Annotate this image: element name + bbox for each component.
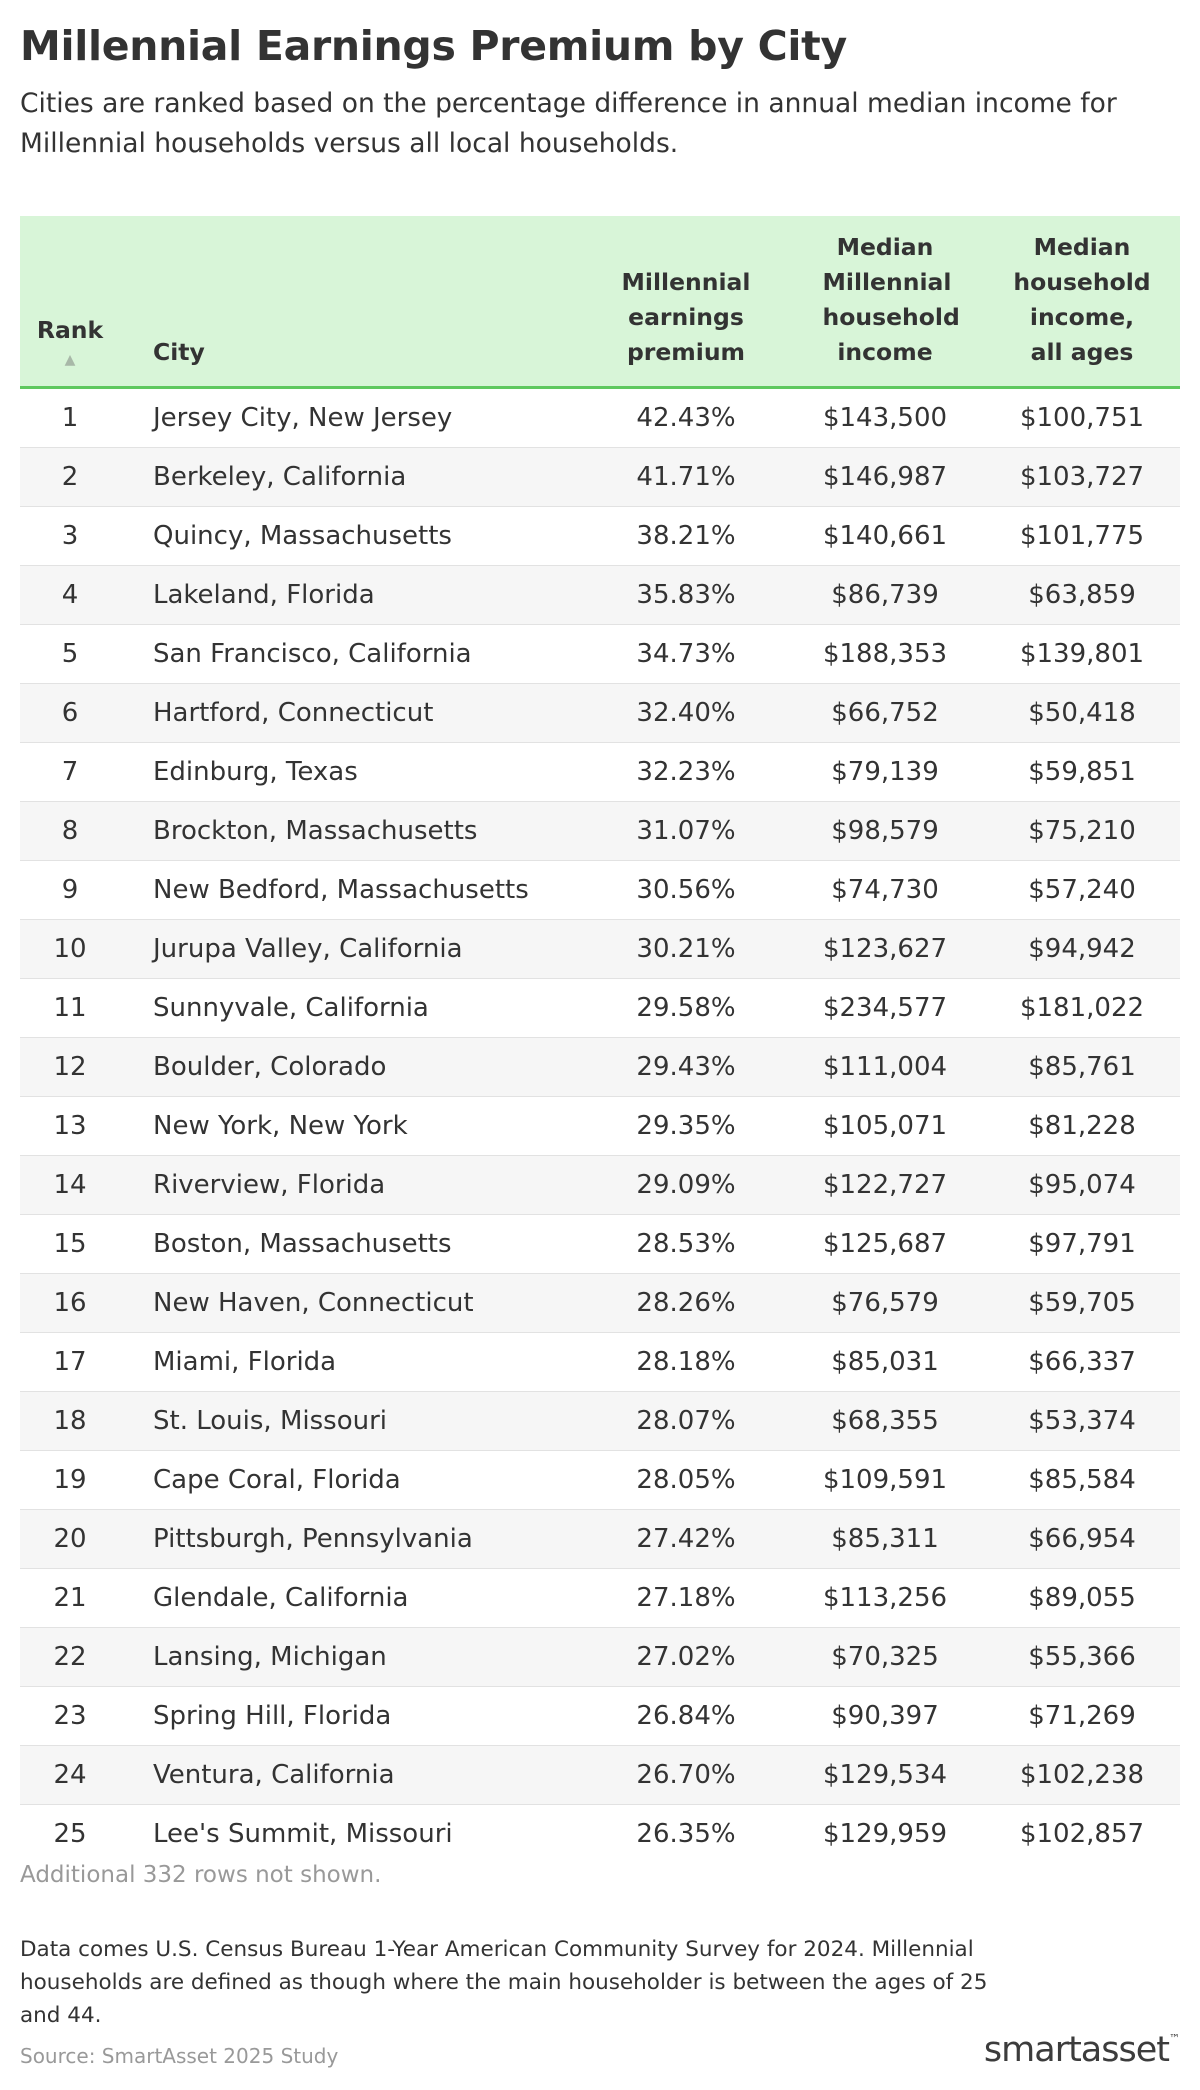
city-cell: Lee's Summit, Missouri [153,1819,453,1849]
table-row [20,861,1180,920]
city-cell: Lansing, Michigan [120,1628,586,1687]
logo-wordmark: smartasset [983,2030,1169,2070]
rank-cell: 18 [20,1392,120,1451]
millennial-income-cell: $86,739 [786,566,984,625]
table-row [20,1805,1180,1864]
millennial-income-cell: $76,579 [786,1274,984,1333]
table-row [20,1274,1180,1333]
rank-cell: 7 [20,743,120,802]
table-row [20,1687,1180,1746]
rank-cell: 9 [20,861,120,920]
all-ages-income-cell: $102,857 [1019,1819,1145,1849]
city-cell: Lakeland, Florida [120,566,586,625]
millennial-income-cell: $105,071 [786,1097,984,1156]
city-cell: Ventura, California [120,1746,586,1805]
all-ages-income-cell: $97,791 [984,1215,1180,1274]
millennial-income-cell: $68,355 [786,1392,984,1451]
column-header-label: Millennial earnings premium [621,268,751,366]
millennial-income-cell: $74,730 [786,861,984,920]
earnings-premium-cell: 26.84% [586,1687,786,1746]
millennial-income-cell: $140,661 [786,507,984,566]
millennial-income-cell: $123,627 [786,920,984,979]
rank-cell: 12 [20,1038,120,1097]
rank-cell: 16 [20,1274,120,1333]
millennial-income-cell: $109,591 [786,1451,984,1510]
all-ages-income-cell: $100,751 [984,388,1180,448]
earnings-premium-cell: 42.43% [586,388,786,448]
city-cell: Riverview, Florida [120,1156,586,1215]
rank-cell: 10 [20,920,120,979]
rank-cell: 21 [20,1569,120,1628]
earnings-premium-cell: 32.40% [586,684,786,743]
millennial-income-cell: $85,031 [786,1333,984,1392]
table-row [20,1569,1180,1628]
column-header-label: Median household income, all ages [1013,233,1151,366]
city-cell: Jersey City, New Jersey [120,388,586,448]
all-ages-income-cell: $81,228 [984,1097,1180,1156]
earnings-premium-cell: 38.21% [586,507,786,566]
all-ages-income-cell: $139,801 [984,625,1180,684]
millennial-income-cell: $129,534 [786,1746,984,1805]
table-row [20,448,1180,507]
all-ages-income-cell: $57,240 [984,861,1180,920]
all-ages-income-cell: $59,851 [984,743,1180,802]
chart-title: Millennial Earnings Premium by City [20,22,847,70]
earnings-premium-cell: 26.70% [586,1746,786,1805]
table-row [20,1746,1180,1805]
city-cell: Boston, Massachusetts [120,1215,586,1274]
table-row [20,684,1180,743]
all-ages-income-cell: $63,859 [984,566,1180,625]
table-row [20,1038,1180,1097]
table-row [20,566,1180,625]
all-ages-income-cell: $85,584 [984,1451,1180,1510]
rank-cell: 5 [20,625,120,684]
column-header-label: City [153,338,205,366]
column-header-median-income-all-ages[interactable] [984,216,1180,388]
table-row [20,1628,1180,1687]
millennial-income-cell: $234,577 [786,979,984,1038]
rank-cell: 4 [20,566,120,625]
table-row [20,743,1180,802]
all-ages-income-cell: $66,337 [984,1333,1180,1392]
column-header-rank[interactable] [20,216,120,388]
earnings-premium-cell: 28.18% [586,1333,786,1392]
city-cell: Cape Coral, Florida [120,1451,586,1510]
table-row [20,1510,1180,1569]
source-credit: Source: SmartAsset 2025 Study [20,2044,339,2068]
city-cell: Miami, Florida [120,1333,586,1392]
all-ages-income-cell: $71,269 [984,1687,1180,1746]
city-cell: New York, New York [120,1097,586,1156]
table-row [20,1097,1180,1156]
chart-subtitle: Cities are ranked based on the percentage difference in annual median income for Millennial households versus all local households. [20,88,1117,159]
all-ages-income-cell: $89,055 [984,1569,1180,1628]
all-ages-income-cell: $66,954 [984,1510,1180,1569]
earnings-premium-cell: 27.18% [586,1569,786,1628]
all-ages-income-cell: $75,210 [984,802,1180,861]
millennial-income-cell: $125,687 [786,1215,984,1274]
millennial-income-cell: $129,959 [822,1819,948,1849]
rank-cell: 6 [20,684,120,743]
table-row [20,625,1180,684]
city-cell: Brockton, Massachusetts [120,802,586,861]
rank-cell: 17 [20,1333,120,1392]
millennial-income-cell: $111,004 [786,1038,984,1097]
rank-cell: 20 [20,1510,120,1569]
all-ages-income-cell: $85,761 [984,1038,1180,1097]
earnings-premium-cell: 29.09% [586,1156,786,1215]
table-row [20,1333,1180,1392]
earnings-premium-cell: 26.35% [636,1819,736,1849]
earnings-premium-cell: 32.23% [586,743,786,802]
hidden-rows-note: Additional 332 rows not shown. [20,1862,382,1888]
millennial-income-cell: $146,987 [786,448,984,507]
all-ages-income-cell: $53,374 [984,1392,1180,1451]
city-cell: Pittsburgh, Pennsylvania [120,1510,586,1569]
millennial-income-cell: $122,727 [786,1156,984,1215]
earnings-premium-cell: 34.73% [586,625,786,684]
rank-cell: 23 [20,1687,120,1746]
earnings-premium-cell: 28.07% [586,1392,786,1451]
city-cell: Sunnyvale, California [120,979,586,1038]
millennial-income-cell: $188,353 [786,625,984,684]
millennial-income-cell: $79,139 [786,743,984,802]
data-note: Data comes U.S. Census Bureau 1-Year American Community Survey for 2024. Millennial households are defined as though where the main householder is between the ages of 25 and 44. [20,1937,988,2028]
earnings-premium-cell: 41.71% [586,448,786,507]
rank-cell: 22 [20,1628,120,1687]
earnings-premium-cell: 30.21% [586,920,786,979]
table-row [20,1392,1180,1451]
sort-ascending-icon[interactable]: ▲ [64,352,76,368]
earnings-premium-cell: 30.56% [586,861,786,920]
rank-cell: 19 [20,1451,120,1510]
earnings-premium-cell: 35.83% [586,566,786,625]
table-row [20,507,1180,566]
table-row [20,1215,1180,1274]
city-cell: Boulder, Colorado [120,1038,586,1097]
rank-cell: 1 [20,388,120,448]
rank-cell: 11 [20,979,120,1038]
all-ages-income-cell: $55,366 [984,1628,1180,1687]
city-cell: Edinburg, Texas [120,743,586,802]
column-header-label: Median Millennial household income [822,233,960,366]
all-ages-income-cell: $59,705 [984,1274,1180,1333]
all-ages-income-cell: $102,238 [984,1746,1180,1805]
rank-cell: 2 [20,448,120,507]
millennial-income-cell: $90,397 [786,1687,984,1746]
trademark-icon: ™ [1169,2032,1180,2045]
rank-cell: 24 [20,1746,120,1805]
table-row [20,1451,1180,1510]
rank-cell: 3 [20,507,120,566]
earnings-premium-cell: 28.26% [586,1274,786,1333]
rank-cell: 15 [20,1215,120,1274]
city-cell: Spring Hill, Florida [120,1687,586,1746]
millennial-income-cell: $85,311 [786,1510,984,1569]
table-row [20,802,1180,861]
rank-cell: 14 [20,1156,120,1215]
all-ages-income-cell: $181,022 [984,979,1180,1038]
city-cell: Berkeley, California [120,448,586,507]
table-header-row [20,216,1180,388]
earnings-premium-cell: 29.58% [586,979,786,1038]
earnings-premium-cell: 28.53% [586,1215,786,1274]
column-header-label: Rank [36,316,104,344]
rank-cell: 8 [20,802,120,861]
earnings-premium-cell: 29.35% [586,1097,786,1156]
table-row [20,979,1180,1038]
earnings-premium-cell: 27.02% [586,1628,786,1687]
earnings-premium-cell: 29.43% [586,1038,786,1097]
all-ages-income-cell: $94,942 [984,920,1180,979]
all-ages-income-cell: $103,727 [984,448,1180,507]
city-cell: San Francisco, California [120,625,586,684]
column-header-millennial-earnings-premium[interactable] [586,216,786,388]
earnings-premium-cell: 28.05% [586,1451,786,1510]
all-ages-income-cell: $50,418 [984,684,1180,743]
column-header-median-millennial-income[interactable] [786,216,984,388]
city-cell: New Haven, Connecticut [120,1274,586,1333]
city-cell: Hartford, Connecticut [120,684,586,743]
all-ages-income-cell: $95,074 [984,1156,1180,1215]
column-header-city[interactable] [120,216,586,388]
city-cell: Glendale, California [120,1569,586,1628]
table-row [20,920,1180,979]
ranking-table [20,216,1180,1863]
millennial-income-cell: $70,325 [786,1628,984,1687]
millennial-income-cell: $143,500 [786,388,984,448]
city-cell: St. Louis, Missouri [120,1392,586,1451]
millennial-income-cell: $113,256 [786,1569,984,1628]
table-body [20,388,1180,1864]
table-row [20,1156,1180,1215]
all-ages-income-cell: $101,775 [984,507,1180,566]
rank-cell: 25 [53,1819,87,1849]
earnings-premium-cell: 31.07% [586,802,786,861]
city-cell: Quincy, Massachusetts [120,507,586,566]
city-cell: Jurupa Valley, California [120,920,586,979]
millennial-income-cell: $66,752 [786,684,984,743]
city-cell: New Bedford, Massachusetts [120,861,586,920]
millennial-income-cell: $98,579 [786,802,984,861]
earnings-premium-cell: 27.42% [586,1510,786,1569]
rank-cell: 13 [20,1097,120,1156]
smartasset-logo [984,2030,1180,2070]
table-row [20,388,1180,448]
